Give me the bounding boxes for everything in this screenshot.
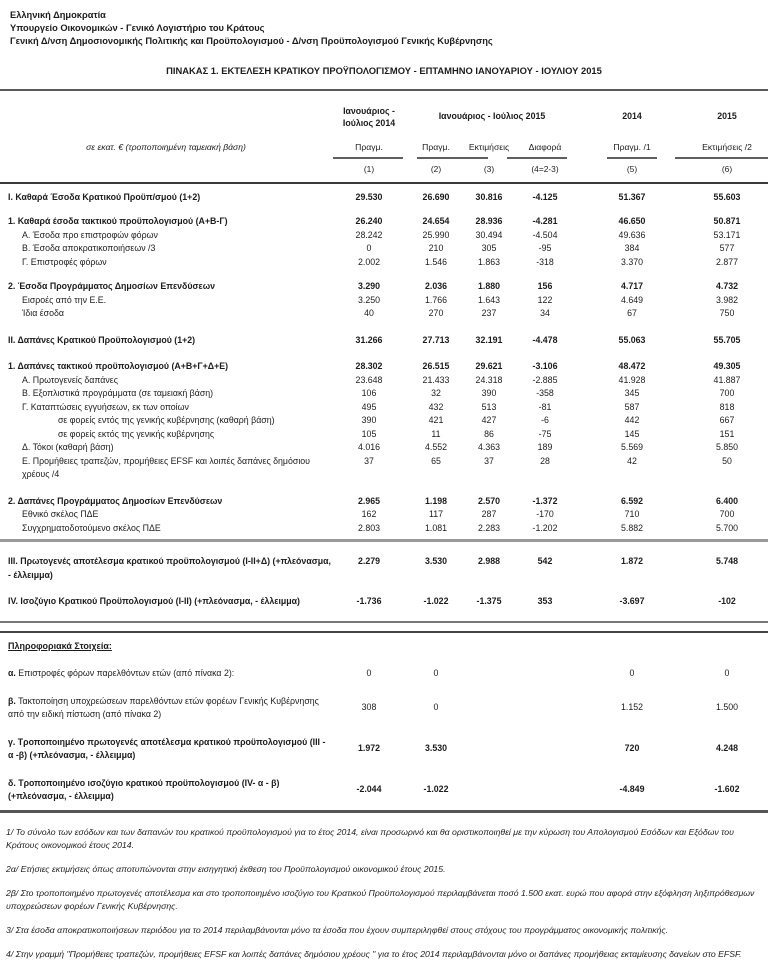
value-cell-col5: 145 — [624, 428, 640, 439]
col-number-3: (3) — [483, 164, 495, 174]
row-label: σε φορείς εντός της γενικής κυβέρνησης (καθαρή βάση) — [58, 415, 275, 425]
table-row — [0, 667, 768, 681]
value-cell-col1: 29.530 — [355, 191, 383, 202]
value-cell-col2: 0 — [433, 702, 439, 713]
row-label: Γ. Επιστροφές φόρων — [22, 256, 107, 267]
value-cell-col2: 0 — [433, 668, 439, 678]
value-cell-col5: 42 — [627, 455, 637, 466]
value-cell-col5: 5.882 — [620, 522, 643, 533]
footnote: 1/ Το σύνολο των εσόδων και των δαπανών του κρατικού προϋπολογισμού για το έτος 2014, είναι προσωρινό και θα οριστικοποιηθεί με την κύρωση του Απολογισμού Εσόδων και Εξόδων του Κράτους οικονομικού έτους 2014. — [6, 826, 734, 850]
value-cell-col1: 28.242 — [355, 229, 383, 240]
value-cell-col2: 2.036 — [424, 281, 447, 291]
row-label: Δ. Τόκοι (καθαρή βάση) — [22, 442, 114, 452]
value-cell-col2: 4.552 — [424, 442, 447, 452]
value-cell-col6: 5.700 — [715, 522, 738, 533]
row-label: 2. Δαπάνες Προγράμματος Δημοσίων Επενδύσεων — [8, 495, 223, 506]
value-cell-col3: 2.988 — [477, 556, 500, 566]
value-cell-col6: 667 — [719, 415, 735, 425]
value-cell-col2: 270 — [428, 308, 444, 318]
row-label: ΙΙΙ. Πρωτογενές αποτέλεσμα κρατικού προϋπολογισμού (Ι-ΙΙ+Δ) (+πλεόνασμα, - έλλειμμα) — [8, 556, 331, 580]
table-row — [0, 360, 768, 374]
info-table-body — [0, 667, 768, 804]
value-cell-col5: -4.849 — [619, 784, 645, 795]
footnote: 2α/ Ετήσιες εκτιμήσεις όπως αποτυπώνονται στην εισηγητική έκθεση του Προϋπολογισμού οικονομικού έτους 2015. — [6, 863, 446, 874]
value-cell-col5: 67 — [627, 308, 637, 318]
table-row — [0, 280, 768, 294]
row-label: Β. Έσοδα αποκρατικοποιήσεων /3 — [22, 243, 156, 253]
main-table-body — [0, 184, 768, 609]
row-label: 1. Καθαρά έσοδα τακτικού προϋπολογισμού (Α+Β-Γ) — [8, 216, 228, 226]
row-label: 1. Δαπάνες τακτικού προϋπολογισμού (Α+Β+Γ+Δ+Ε) — [8, 361, 229, 371]
value-cell-col5: 5.569 — [620, 442, 643, 452]
value-cell-col5: -3.697 — [619, 596, 645, 606]
table-row — [0, 215, 768, 229]
value-cell-col1: 31.266 — [355, 334, 383, 345]
value-cell-col5: 55.063 — [618, 334, 646, 345]
value-cell-col5: 710 — [624, 509, 640, 519]
row-label: ΙΙ. Δαπάνες Κρατικού Προϋπολογισμού (1+2) — [8, 334, 196, 345]
value-cell-col4: -4.125 — [532, 191, 558, 202]
value-cell-col6: 1.500 — [715, 702, 738, 713]
col-number-2: (2) — [430, 164, 442, 174]
table-row — [0, 455, 768, 482]
value-cell-col4: -1.202 — [532, 522, 558, 533]
value-cell-col1: 3.250 — [357, 294, 380, 305]
row-label: Α. Έσοδα προ επιστροφών φόρων — [22, 229, 158, 240]
value-cell-col6: 0 — [724, 668, 730, 678]
row-label: δ. Τροποποιημένο ισοζύγιο κρατικού προϋπολογισμού (IV- α - β) (+πλεόνασμα, - έλλειμμα) — [8, 777, 280, 801]
value-cell-col2: 421 — [428, 415, 444, 425]
agency-line-2: Υπουργείο Οικονομικών - Γενικό Λογιστήριο του Κράτους — [10, 23, 265, 33]
value-cell-col4: 156 — [537, 281, 553, 291]
value-cell-col1: 1.972 — [357, 743, 380, 754]
value-cell-col5: 442 — [624, 415, 640, 425]
row-label: Εθνικό σκέλος ΠΔΕ — [22, 509, 99, 519]
info-section — [0, 631, 768, 813]
value-cell-col6: 5.850 — [715, 442, 738, 452]
value-cell-col2: 27.713 — [422, 334, 450, 345]
row-label: Ίδια έσοδα — [22, 308, 64, 318]
table-row — [0, 294, 768, 308]
row-label: Συγχρηματοδοτούμενο σκέλος ΠΔΕ — [22, 522, 161, 533]
value-cell-col3: 37 — [484, 455, 494, 466]
col-number-4: (4=2-3) — [531, 164, 559, 174]
table-row — [0, 428, 768, 442]
col-group-2015: 2015 — [717, 110, 737, 121]
value-cell-col3: 427 — [481, 415, 497, 425]
value-cell-col5: 51.367 — [618, 191, 646, 202]
value-cell-col6: 49.305 — [713, 361, 741, 371]
value-cell-col3: 86 — [484, 428, 494, 439]
value-cell-col1: 390 — [361, 415, 377, 425]
footnote: 4/ Στην γραμμή "Προμήθειες τραπεζών, προμήθειες EFSF και λοιπές δαπάνες δημόσιου χρέους " για το έτος 2014 περιλαμβάνονται μόνο οι δαπάνες προμήθειας εκταμίευσης δανείων στο EFSF. — [6, 948, 742, 959]
table-row — [0, 334, 768, 348]
value-cell-col3: 28.936 — [475, 216, 503, 226]
table-row — [0, 555, 768, 582]
value-cell-col2: 26.515 — [422, 361, 450, 371]
row-label: Β. Εξοπλιστικά προγράμματα (σε ταμειακή βάση) — [22, 388, 214, 398]
value-cell-col1: 105 — [361, 428, 377, 439]
value-cell-col3: 513 — [481, 401, 497, 412]
value-cell-col1: -2.044 — [356, 784, 382, 795]
row-label: Ε. Προμήθειες τραπεζών, προμήθειες EFSF και λοιπές δαπάνες δημόσιου χρέους /4 — [22, 455, 310, 479]
info-section-heading: Πληροφοριακά Στοιχεία: — [8, 640, 112, 651]
value-cell-col4: -6 — [541, 415, 549, 425]
value-cell-col5: 4.649 — [620, 294, 643, 305]
value-cell-col2: -1.022 — [423, 784, 449, 795]
value-cell-col3: 305 — [481, 243, 497, 253]
value-cell-col4: -81 — [538, 401, 552, 412]
table-row — [0, 256, 768, 270]
value-cell-col4: -4.478 — [532, 334, 558, 345]
value-cell-col1: 37 — [364, 455, 374, 466]
row-label: σε φορείς εκτός της γενικής κυβέρνησης — [58, 428, 215, 439]
value-cell-col2: 21.433 — [422, 374, 450, 385]
table-row — [0, 387, 768, 401]
value-cell-col4: -170 — [536, 509, 554, 519]
value-cell-col3: 4.363 — [477, 442, 500, 452]
value-cell-col5: 6.592 — [620, 495, 643, 506]
table-row — [0, 522, 768, 536]
value-cell-col5: 1.872 — [620, 556, 643, 566]
table-row — [0, 374, 768, 388]
value-cell-col1: 162 — [361, 509, 377, 519]
value-cell-col4: -358 — [536, 388, 554, 398]
agency-line-1: Ελληνική Δημοκρατία — [10, 10, 106, 20]
value-cell-col1: 2.002 — [357, 256, 380, 267]
value-cell-col6: 4.248 — [715, 743, 738, 754]
value-cell-col6: 50.871 — [713, 216, 741, 226]
value-cell-col3: 32.191 — [475, 334, 503, 345]
value-cell-col1: 308 — [361, 702, 377, 713]
value-cell-col1: 2.279 — [357, 556, 380, 566]
value-cell-col2: 1.546 — [424, 256, 447, 267]
value-cell-col6: 5.748 — [715, 556, 738, 566]
value-cell-col2: 117 — [428, 509, 444, 519]
subheader-col2: Πραγμ. — [422, 141, 450, 152]
value-cell-col5: 1.152 — [620, 702, 643, 713]
row-label: Ι. Καθαρά Έσοδα Κρατικού Προϋπ/σμού (1+2) — [8, 191, 201, 202]
value-cell-col5: 720 — [624, 743, 640, 754]
value-cell-col6: -1.602 — [714, 784, 740, 795]
table-row — [0, 307, 768, 321]
table-row — [0, 401, 768, 415]
section-divider-rule — [0, 539, 768, 542]
value-cell-col4: -4.281 — [532, 216, 558, 226]
value-cell-col2: 26.690 — [422, 191, 450, 202]
agency-line-3: Γενική Δ/νση Δημοσιονομικής Πολιτικής και Προϋπολογισμού - Δ/νση Προϋπολογισμού Γενικής Κυβέρνησης — [10, 36, 493, 46]
value-cell-col5: 49.636 — [618, 229, 646, 240]
row-label: γ. Τροποποιημένο πρωτογενές αποτέλεσμα κρατικού προϋπολογισμού (ΙΙΙ - α -β) (+πλεόνασμα, - έλλειμμα) — [8, 736, 326, 760]
value-cell-col3: 24.318 — [475, 374, 503, 385]
value-cell-col5: 41.928 — [618, 374, 646, 385]
value-cell-col1: 2.803 — [357, 522, 380, 533]
row-label: IV. Ισοζύγιο Κρατικού Προϋπολογισμού (Ι-ΙΙ) (+πλεόνασμα, - έλλειμμα) — [8, 596, 300, 606]
subheader-col6: Εκτιμήσεις /2 — [702, 141, 752, 152]
value-cell-col2: 1.081 — [424, 522, 447, 533]
value-cell-col3: 30.816 — [475, 191, 503, 202]
table-row — [0, 242, 768, 256]
value-cell-col2: 1.198 — [424, 495, 447, 506]
subheader-col3: Εκτιμήσεις — [468, 141, 510, 152]
value-cell-col2: 432 — [428, 401, 444, 412]
subheader-col5: Πραγμ. /1 — [613, 141, 651, 152]
value-cell-col1: -1.736 — [356, 596, 382, 606]
value-cell-col4: -318 — [536, 256, 554, 267]
value-cell-col3: -1.375 — [476, 596, 502, 606]
value-cell-col4: 353 — [537, 596, 553, 606]
value-cell-col1: 26.240 — [355, 216, 383, 226]
table-row — [0, 736, 768, 763]
value-cell-col3: 1.863 — [477, 256, 500, 267]
row-label: Α. Πρωτογενείς δαπάνες — [22, 374, 118, 385]
row-label: Γ. Καταπτώσεις εγγυήσεων, εκ των οποίων — [22, 401, 189, 412]
value-cell-col2: 1.766 — [424, 294, 447, 305]
value-cell-col3: 2.283 — [477, 522, 500, 533]
value-cell-col5: 587 — [624, 401, 640, 412]
row-label: α. Επιστροφές φόρων παρελθόντων ετών (από πίνακα 2): — [8, 668, 235, 678]
value-cell-col3: 237 — [481, 308, 497, 318]
value-cell-col1: 4.016 — [357, 442, 380, 452]
value-cell-col6: 700 — [719, 388, 735, 398]
table-row — [0, 441, 768, 455]
value-cell-col4: 542 — [537, 556, 553, 566]
row-label: β. Τακτοποίηση υποχρεώσεων παρελθόντων ετών φορέων Γενικής Κυβέρνησης από την ειδική πίστωση (από πίνακα 2) — [8, 695, 319, 719]
value-cell-col6: 700 — [719, 509, 735, 519]
subheader-col4: Διαφορά — [528, 141, 562, 152]
value-cell-col1: 3.290 — [357, 281, 380, 291]
value-cell-col6: -102 — [718, 596, 736, 606]
value-cell-col6: 4.732 — [715, 281, 738, 291]
footnotes — [0, 813, 768, 961]
value-cell-col6: 6.400 — [715, 495, 738, 506]
table-row — [0, 495, 768, 509]
value-cell-col4: 34 — [540, 308, 550, 318]
value-cell-col2: 210 — [428, 243, 444, 253]
value-cell-col4: 122 — [537, 294, 553, 305]
agency-header — [0, 0, 768, 48]
value-cell-col5: 345 — [624, 388, 640, 398]
table-row — [0, 777, 768, 804]
col-group-jan-jul-2015: Ιανουάριος - Ιούλιος 2015 — [438, 110, 546, 121]
value-cell-col4: -1.372 — [532, 495, 558, 506]
value-cell-col2: 3.530 — [424, 556, 447, 566]
value-cell-col4: -2.885 — [532, 374, 558, 385]
value-cell-col3: 2.570 — [477, 495, 500, 506]
row-label: Εισροές από την Ε.Ε. — [22, 294, 107, 305]
value-cell-col5: 46.650 — [618, 216, 646, 226]
table-row — [0, 508, 768, 522]
row-label: 2. Έσοδα Προγράμματος Δημοσίων Επενδύσεων — [8, 281, 216, 291]
value-cell-col4: -75 — [538, 428, 552, 439]
footnote: 3/ Στα έσοδα αποκρατικοποιήσεων περιόδου για το 2014 περιλαμβάνονται μόνο τα έσοδα που έχουν συμπεριληφθεί στους στόχους του προγράμματος οικονομικής πολιτικής. — [6, 924, 669, 935]
value-cell-col2: 32 — [431, 388, 441, 398]
value-cell-col4: -4.504 — [532, 229, 558, 240]
column-number-row — [0, 163, 768, 177]
subheader-underlines — [0, 157, 768, 160]
table-row — [0, 191, 768, 205]
value-cell-col2: 3.530 — [424, 743, 447, 754]
value-cell-col5: 3.370 — [620, 256, 643, 267]
value-cell-col6: 818 — [719, 401, 735, 412]
value-cell-col2: 24.654 — [422, 216, 450, 226]
value-cell-col2: 11 — [431, 428, 441, 439]
value-cell-col6: 750 — [719, 308, 735, 318]
col-number-6: (6) — [721, 164, 733, 174]
value-cell-col3: 29.621 — [475, 361, 503, 371]
value-cell-col5: 384 — [624, 243, 640, 253]
value-cell-col3: 287 — [481, 509, 497, 519]
table-row — [0, 695, 768, 722]
value-cell-col3: 30.494 — [475, 229, 503, 240]
value-cell-col2: 65 — [431, 455, 441, 466]
value-cell-col5: 48.472 — [618, 361, 646, 371]
table-row — [0, 414, 768, 428]
value-cell-col1: 0 — [366, 243, 372, 253]
value-cell-col4: -95 — [538, 243, 552, 253]
subheader-col1: Πραγμ. — [355, 141, 383, 152]
value-cell-col6: 41.887 — [713, 374, 741, 385]
value-cell-col4: 28 — [540, 455, 550, 466]
value-cell-col6: 577 — [719, 243, 735, 253]
value-cell-col1: 495 — [361, 401, 377, 412]
value-cell-col1: 2.965 — [357, 495, 380, 506]
value-cell-col1: 28.302 — [355, 361, 383, 371]
col-group-2014: 2014 — [622, 110, 642, 121]
value-cell-col4: 189 — [537, 442, 553, 452]
main-table-bottom-border — [0, 621, 768, 623]
value-cell-col6: 55.603 — [713, 191, 741, 202]
table-row — [0, 229, 768, 243]
col-group-jan-jul-2014: Ιανουάριος - Ιούλιος 2014 — [342, 105, 396, 128]
value-cell-col2: -1.022 — [423, 596, 449, 606]
footnote: 2β/ Στο τροποποιημένο πρωτογενές αποτέλεσμα και στο τροποποιημένο ισοζύγιο του Κρατικού Προϋπολογισμού περιλαμβάνεται ποσό 1.500 εκατ. ευρώ που αφορά στην εξόφληση ληξιπρόθεσμων υποχρεώσεων φορέων Γενικής Κυβέρνησης. — [6, 887, 755, 911]
value-cell-col6: 151 — [719, 428, 735, 439]
value-cell-col1: 0 — [366, 668, 372, 678]
col-number-5: (5) — [626, 164, 638, 174]
table-header — [0, 91, 768, 184]
value-cell-col6: 3.982 — [715, 294, 738, 305]
value-cell-col6: 50 — [722, 455, 732, 466]
table-row — [0, 595, 768, 609]
column-subheader-row — [0, 141, 768, 158]
value-cell-col5: 4.717 — [620, 281, 643, 291]
value-cell-col4: -3.106 — [532, 361, 558, 371]
value-cell-col3: 390 — [481, 388, 497, 398]
value-cell-col3: 1.643 — [477, 294, 500, 305]
column-group-row — [0, 91, 768, 135]
value-cell-col5: 0 — [629, 668, 635, 678]
value-cell-col6: 53.171 — [713, 229, 741, 240]
value-cell-col1: 40 — [364, 308, 374, 318]
col-number-1: (1) — [363, 164, 375, 174]
value-cell-col1: 106 — [361, 388, 377, 398]
value-cell-col3: 1.880 — [477, 281, 500, 291]
value-cell-col6: 55.705 — [713, 334, 741, 345]
table-title: ΠΙΝΑΚΑΣ 1. ΕΚΤΕΛΕΣΗ ΚΡΑΤΙΚΟΥ ΠΡΟΫΠΟΛΟΓΙΣΜΟΥ - ΕΠΤΑΜΗΝΟ ΙΑΝΟΥΑΡΙΟΥ - ΙΟΥΛΙΟΥ 2015 — [166, 65, 602, 76]
value-cell-col1: 23.648 — [355, 374, 383, 385]
value-cell-col2: 25.990 — [422, 229, 450, 240]
value-cell-col6: 2.877 — [715, 256, 738, 267]
unit-label: σε εκατ. € (τροποποιημένη ταμειακή βάση) — [86, 141, 246, 152]
